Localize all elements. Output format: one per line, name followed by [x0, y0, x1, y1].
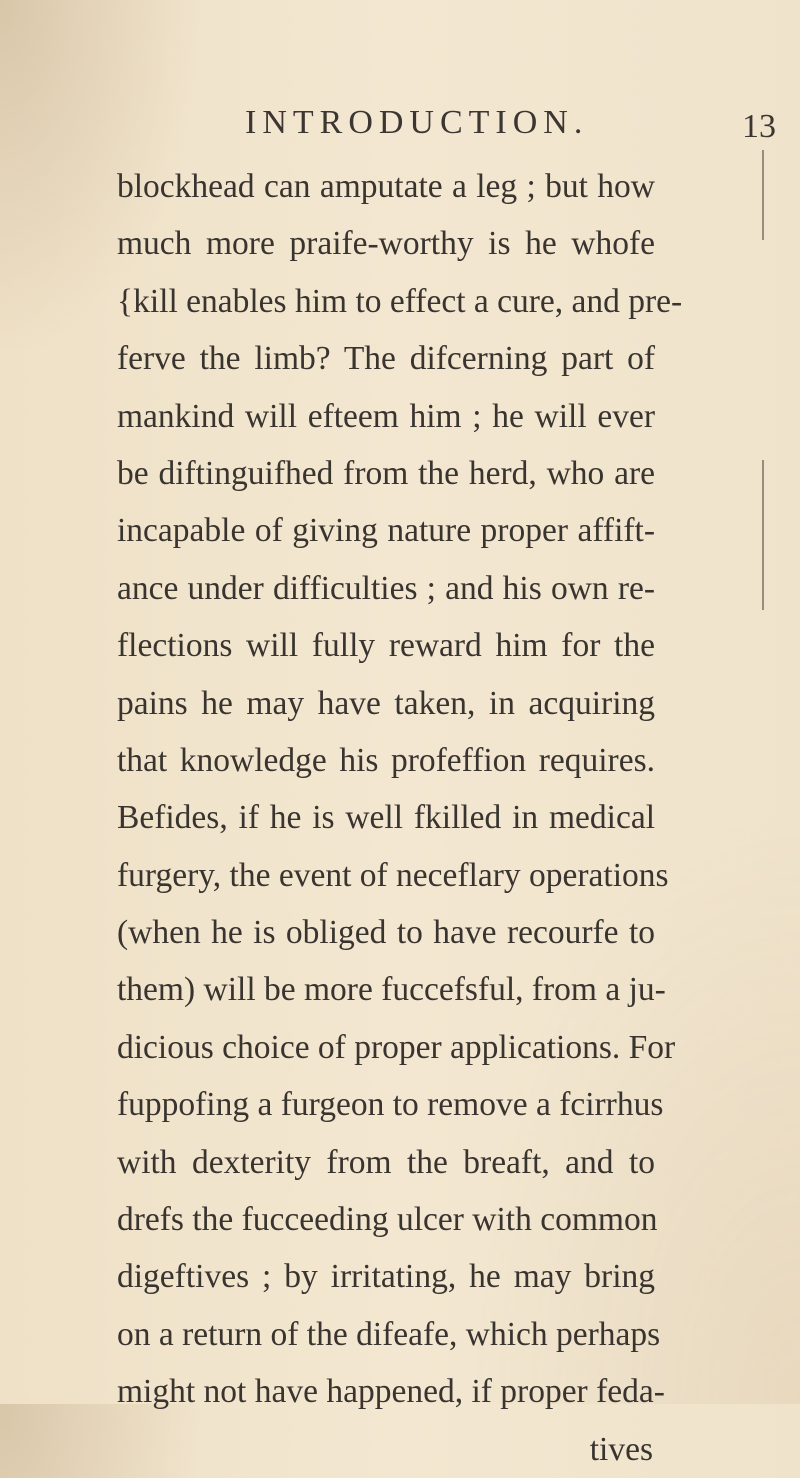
text-line: {kill enables him to effect a cure, and pre-: [117, 282, 683, 320]
text-line: (when he is obliged to have recourfe to: [117, 914, 655, 952]
text-line: digeftives ; by irritating, he may bring: [117, 1258, 655, 1296]
text-line: that knowledge his profeffion requires.: [117, 741, 655, 779]
show-through-marks: [762, 150, 772, 650]
body-text: [117, 158, 683, 1478]
text-line: pains he may have taken, in acquiring: [117, 684, 655, 722]
catchword: tives: [589, 1430, 653, 1468]
text-line: furgery, the event of neceflary operations: [117, 856, 669, 894]
text-line: fuppofing a furgeon to remove a fcirrhus: [117, 1086, 664, 1124]
page-number: 13: [742, 108, 776, 145]
text-line: much more praife-worthy is he whofe: [117, 225, 655, 263]
text-line: ance under difficulties ; and his own re-: [117, 569, 655, 607]
text-line: might not have happened, if proper feda-: [117, 1373, 665, 1411]
text-line: mankind will efteem him ; he will ever: [117, 397, 655, 435]
text-line: be diftinguifhed from the herd, who are: [117, 454, 655, 492]
text-line: dicious choice of proper applications. For: [117, 1028, 676, 1066]
text-line: on a return of the difeafe, which perhaps: [117, 1315, 661, 1353]
running-head-title: INTRODUCTION.: [245, 104, 589, 141]
text-line: Befides, if he is well fkilled in medical: [117, 799, 655, 837]
text-line: drefs the fucceeding ulcer with common: [117, 1201, 658, 1239]
text-line: ferve the limb? The difcerning part of: [117, 340, 655, 378]
text-line: incapable of giving nature proper affift-: [117, 512, 655, 550]
text-line: blockhead can amputate a leg ; but how: [117, 168, 655, 205]
text-line: with dexterity from the breaft, and to: [117, 1143, 655, 1181]
text-line: them) will be more fuccefsful, from a ju-: [117, 971, 666, 1009]
text-line: flections will fully reward him for the: [117, 627, 655, 665]
